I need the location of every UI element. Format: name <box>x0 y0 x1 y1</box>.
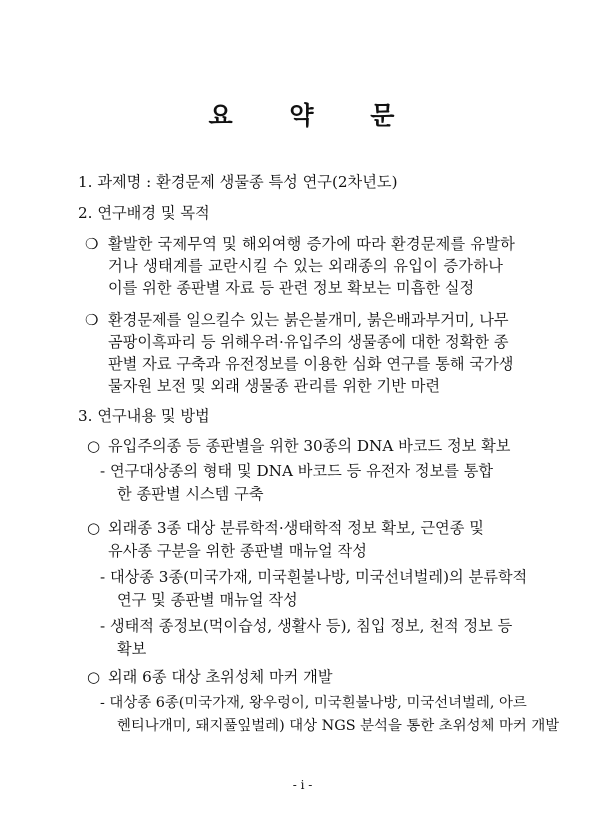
body-line: 거나 생태계를 교란시킬 수 있는 외래종의 유입이 증가하나 <box>108 257 504 275</box>
body-line: 유입주의종 등 종판별을 위한 30종의 DNA 바코드 정보 확보 <box>108 437 511 455</box>
body-line: 이를 위한 종판별 자료 등 관련 정보 확보는 미흡한 실정 <box>108 279 475 297</box>
body-line: 유사종 구분을 위한 종판별 매뉴얼 작성 <box>108 542 367 560</box>
body-line: - 생태적 종정보(먹이습성, 생활사 등), 침입 정보, 천적 정보 등 <box>100 617 513 635</box>
body-line: 물자원 보전 및 외래 생물종 관리를 위한 기반 마련 <box>108 377 441 395</box>
bullet-icon: ❍ <box>85 235 99 253</box>
title-char: 약 <box>289 101 316 130</box>
body-line: 활발한 국제무역 및 해외여행 증가에 따라 환경문제를 유발하 <box>108 235 515 253</box>
bullet-icon: ○ <box>87 668 101 686</box>
section-heading: 3. 연구내용 및 방법 <box>78 407 210 425</box>
body-line: 곰팡이흑파리 등 위해우려·유입주의 생물종에 대한 정확한 종 <box>108 333 509 351</box>
body-line: - 대상종 6종(미국가재, 왕우렁이, 미국흰불나방, 미국선녀벌레, 아르 <box>100 695 527 711</box>
body-line: - 연구대상종의 형태 및 DNA 바코드 등 유전자 정보를 통합 <box>100 462 494 480</box>
body-line: 환경문제를 일으킬수 있는 붉은불개미, 붉은배과부거미, 나무 <box>108 311 509 329</box>
page-title <box>0 96 605 132</box>
body-line: 판별 자료 구축과 유전정보를 이용한 심화 연구를 통해 국가생 <box>108 355 514 373</box>
title-char: 요 <box>208 101 235 130</box>
section-heading: 2. 연구배경 및 목적 <box>78 204 210 222</box>
page-number: - i - <box>292 778 313 792</box>
body-line: 외래 6종 대상 초위성체 마커 개발 <box>108 668 333 686</box>
body-line: 확보 <box>117 640 147 658</box>
body-line: 한 종판별 시스템 구축 <box>117 485 264 503</box>
body-line: 헨티나개미, 돼지풀잎벌레) 대상 NGS 분석을 통한 초위성체 마커 개발 <box>117 718 560 734</box>
title-char: 문 <box>370 101 397 130</box>
section-heading: 1. 과제명 : 환경문제 생물종 특성 연구(2차년도) <box>78 173 398 191</box>
bullet-icon: ❍ <box>85 311 99 329</box>
body-line: 외래종 3종 대상 분류학적·생태학적 정보 확보, 근연종 및 <box>108 519 484 537</box>
bullet-icon: ○ <box>87 437 101 455</box>
body-line: 연구 및 종판별 매뉴얼 작성 <box>117 591 298 609</box>
bullet-icon: ○ <box>87 519 101 537</box>
body-line: - 대상종 3종(미국가재, 미국흰불나방, 미국선녀벌레)의 분류학적 <box>100 568 528 586</box>
